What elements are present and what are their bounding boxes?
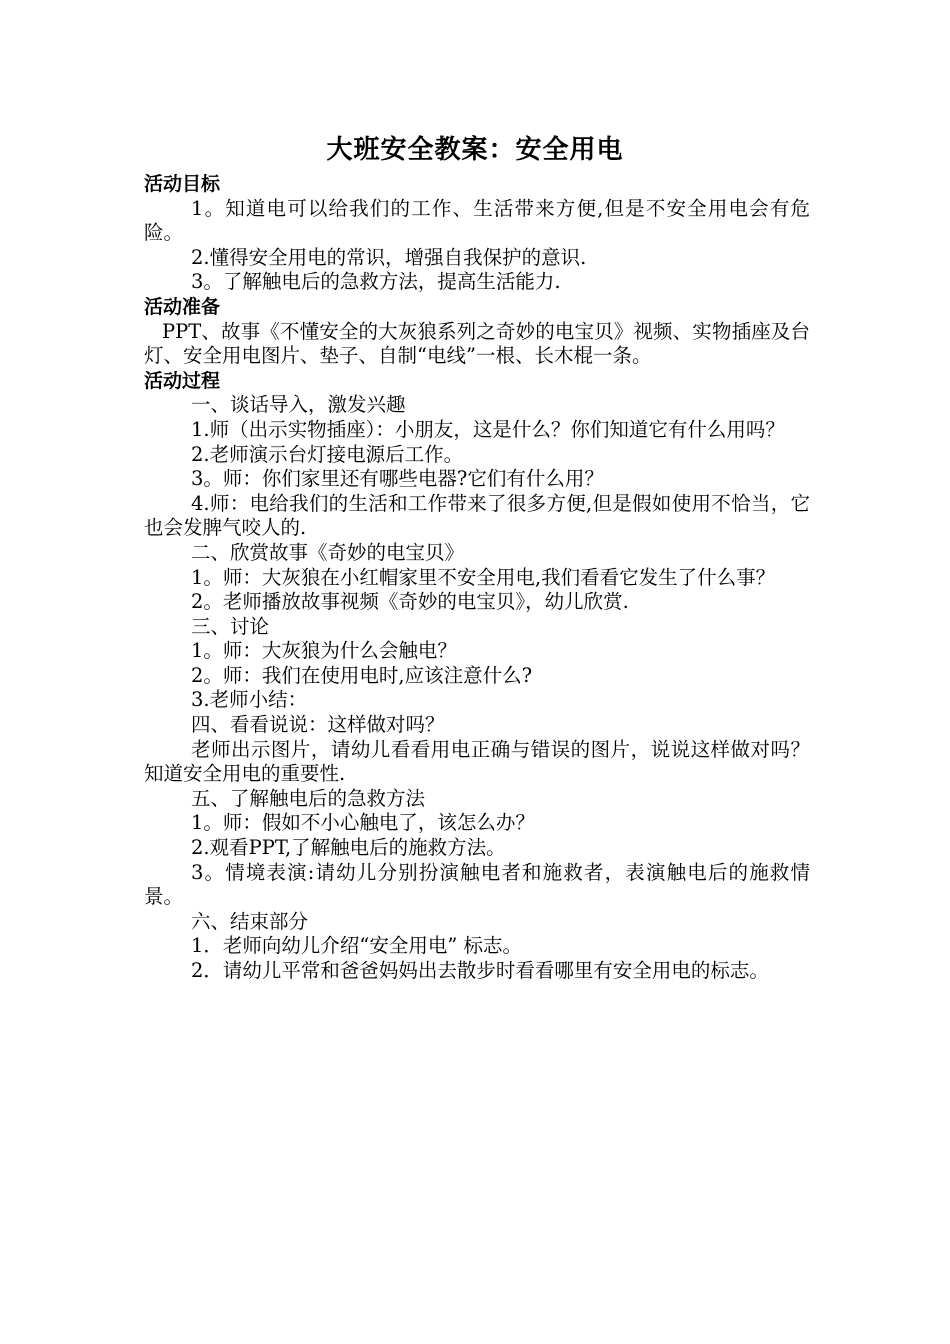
document-body (144, 172, 810, 984)
paragraph: 2。师：我们在使用电时,应该注意什么? (191, 663, 533, 687)
section-activity-process (144, 369, 810, 984)
subheading: 五、了解触电后的急救方法 (191, 786, 426, 810)
section-activity-preparation (144, 295, 810, 369)
section-activity-goals (144, 172, 810, 295)
paragraph: 3。情境表演:请幼儿分别扮演触电者和施救者，表演触电后的施救情景。 (144, 860, 810, 909)
subheading: 一、谈话导入，激发兴趣 (191, 393, 406, 417)
subheading: 三、讨论 (191, 614, 270, 638)
paragraph: 2.懂得安全用电的常识，增强自我保护的意识. (191, 245, 587, 269)
paragraph: PPT、故事《不懂安全的大灰狼系列之奇妙的电宝贝》视频、实物插座及台灯、安全用电图片、垫子、自制“电线”一根、长木棍一条。 (144, 319, 810, 368)
section-heading: 活动准备 (144, 295, 221, 318)
section-heading: 活动目标 (144, 173, 221, 195)
subheading: 四、看看说说：这样做对吗？ (191, 713, 445, 737)
paragraph: 1。师：大灰狼为什么会触电？ (191, 639, 457, 663)
paragraph: 1。师：假如不小心触电了，该怎么办？ (191, 811, 535, 835)
paragraph: 4.师：电给我们的生活和工作带来了很多方便,但是假如使用不恰当，它也会发脾气咬人的. (144, 491, 810, 540)
paragraph: 1。师：大灰狼在小红帽家里不安全用电,我们看看它发生了什么事？ (191, 565, 776, 589)
paragraph: 老师出示图片，请幼儿看看用电正确与错误的图片，说说这样做对吗？知道安全用电的重要性. (144, 737, 810, 786)
paragraph: 1.师（出示实物插座）：小朋友，这是什么？你们知道它有什么用吗？ (191, 417, 785, 441)
paragraph: 2.观看PPT,了解触电后的施救方法。 (191, 836, 506, 860)
paragraph: 3。了解触电后的急救方法，提高生活能力. (191, 270, 561, 294)
document-title: 大班安全教案：安全用电 (326, 135, 624, 165)
paragraph: 3。师：你们家里还有哪些电器?它们有什么用？ (191, 467, 604, 491)
section-heading: 活动过程 (144, 369, 221, 392)
paragraph: 1。知道电可以给我们的工作、生活带来方便,但是不安全用电会有危险。 (144, 196, 810, 245)
paragraph: 3.老师小结： (191, 688, 308, 712)
subheading: 六、结束部分 (191, 909, 309, 933)
paragraph: 2.老师演示台灯接电源后工作。 (191, 442, 464, 466)
subheading: 二、欣赏故事《奇妙的电宝贝》 (191, 540, 465, 564)
paragraph: 2。老师播放故事视频《奇妙的电宝贝》，幼儿欣赏. (191, 590, 629, 614)
paragraph: 1．老师向幼儿介绍“安全用电” 标志。 (191, 934, 523, 958)
paragraph: 2．请幼儿平常和爸爸妈妈出去散步时看看哪里有安全用电的标志。 (191, 959, 769, 982)
